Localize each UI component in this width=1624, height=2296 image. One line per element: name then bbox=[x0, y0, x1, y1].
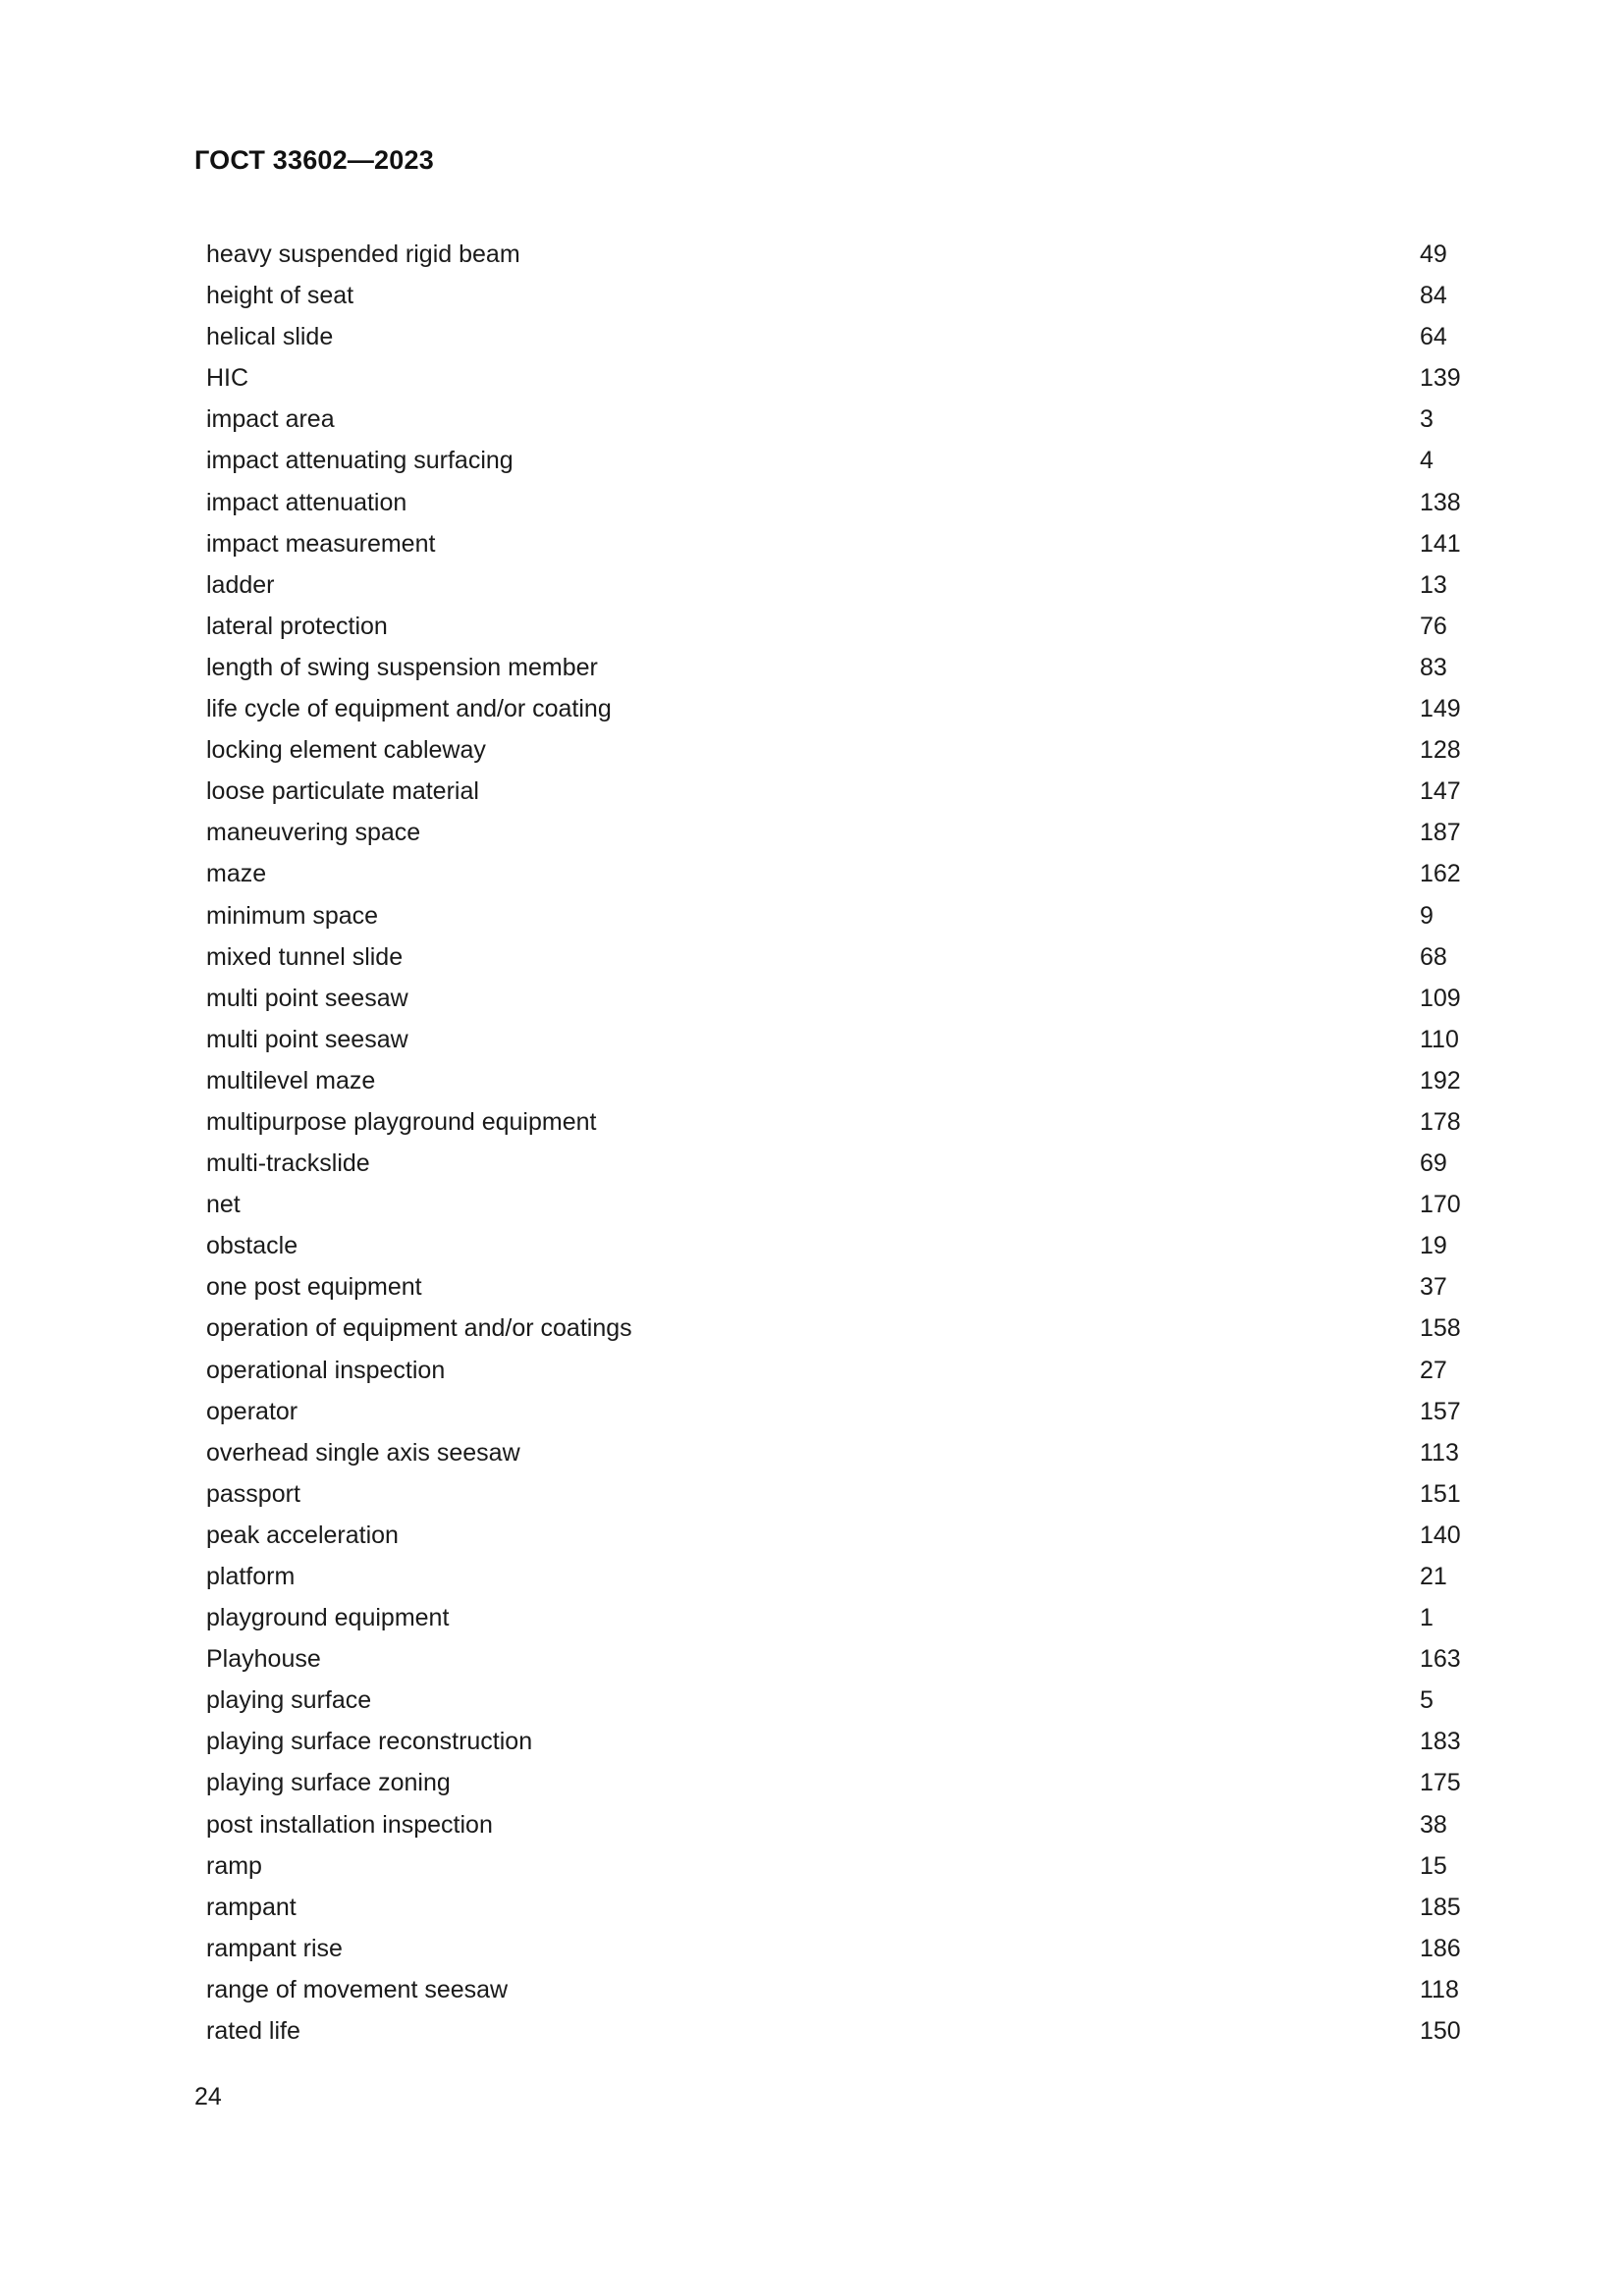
index-term-number: 84 bbox=[1420, 282, 1447, 310]
index-term: playground equipment bbox=[206, 1604, 450, 1632]
index-term-number: 157 bbox=[1420, 1397, 1461, 1425]
index-entry bbox=[206, 895, 1473, 936]
index-term: impact attenuation bbox=[206, 488, 407, 516]
index-term: maneuvering space bbox=[206, 819, 421, 847]
index-term-number: 163 bbox=[1420, 1645, 1461, 1674]
index-entry bbox=[206, 234, 1473, 275]
index-term: multi point seesaw bbox=[206, 1025, 408, 1053]
index-term: passport bbox=[206, 1479, 300, 1508]
alphabetical-index-list bbox=[206, 234, 1473, 2052]
index-term-number: 158 bbox=[1420, 1314, 1461, 1343]
index-term: playing surface zoning bbox=[206, 1769, 451, 1797]
index-term: loose particulate material bbox=[206, 777, 479, 806]
index-entry bbox=[206, 1143, 1473, 1184]
index-term-number: 3 bbox=[1420, 405, 1434, 434]
index-term-number: 187 bbox=[1420, 819, 1461, 847]
index-term-number: 186 bbox=[1420, 1934, 1461, 1962]
index-term-number: 150 bbox=[1420, 2017, 1461, 2046]
index-entry bbox=[206, 1845, 1473, 1887]
index-entry bbox=[206, 1887, 1473, 1928]
index-entry bbox=[206, 1680, 1473, 1721]
index-term-number: 38 bbox=[1420, 1810, 1447, 1839]
index-entry bbox=[206, 812, 1473, 853]
index-entry bbox=[206, 1101, 1473, 1143]
index-term: impact measurement bbox=[206, 529, 436, 558]
index-term: ladder bbox=[206, 570, 275, 599]
index-term-number: 13 bbox=[1420, 570, 1447, 599]
index-term-number: 27 bbox=[1420, 1356, 1447, 1384]
page-number: 24 bbox=[194, 2083, 222, 2110]
index-term: height of seat bbox=[206, 282, 354, 310]
document-standard-header: ГОСТ 33602—2023 bbox=[194, 145, 434, 175]
index-entry bbox=[206, 523, 1473, 564]
index-entry bbox=[206, 1556, 1473, 1597]
index-term: operation of equipment and/or coatings bbox=[206, 1314, 632, 1343]
index-term-number: 19 bbox=[1420, 1232, 1447, 1260]
index-term: impact area bbox=[206, 405, 335, 434]
index-term-number: 113 bbox=[1420, 1438, 1459, 1467]
index-term: minimum space bbox=[206, 901, 379, 930]
index-term: mixed tunnel slide bbox=[206, 942, 404, 971]
index-entry bbox=[206, 1225, 1473, 1266]
index-term: obstacle bbox=[206, 1232, 298, 1260]
index-term: platform bbox=[206, 1563, 296, 1590]
index-entry bbox=[206, 1804, 1473, 1845]
index-term: helical slide bbox=[206, 323, 334, 351]
index-term: playing surface reconstruction bbox=[206, 1728, 533, 1756]
index-term: overhead single axis seesaw bbox=[206, 1438, 520, 1467]
index-entry bbox=[206, 482, 1473, 523]
index-term-number: 9 bbox=[1420, 901, 1434, 930]
index-term: multi point seesaw bbox=[206, 984, 408, 1012]
index-entry bbox=[206, 1928, 1473, 1969]
index-term: multipurpose playground equipment bbox=[206, 1107, 597, 1136]
index-term-number: 162 bbox=[1420, 860, 1461, 888]
index-term-number: 37 bbox=[1420, 1273, 1447, 1302]
index-term: life cycle of equipment and/or coating bbox=[206, 695, 612, 723]
index-entry bbox=[206, 1391, 1473, 1432]
index-term: net bbox=[206, 1191, 241, 1219]
index-entry bbox=[206, 1638, 1473, 1680]
index-term-number: 140 bbox=[1420, 1521, 1461, 1549]
index-entry bbox=[206, 729, 1473, 771]
index-term-number: 110 bbox=[1420, 1025, 1459, 1053]
index-entry bbox=[206, 647, 1473, 688]
index-term-number: 149 bbox=[1420, 695, 1461, 723]
index-term-number: 76 bbox=[1420, 612, 1447, 640]
index-term-number: 138 bbox=[1420, 488, 1461, 516]
index-entry bbox=[206, 1060, 1473, 1101]
index-entry bbox=[206, 1308, 1473, 1349]
index-term-number: 141 bbox=[1420, 529, 1461, 558]
index-term: Playhouse bbox=[206, 1645, 321, 1674]
index-term: operational inspection bbox=[206, 1356, 446, 1384]
index-term: post installation inspection bbox=[206, 1810, 493, 1839]
index-term: maze bbox=[206, 860, 267, 888]
index-entry bbox=[206, 936, 1473, 978]
index-entry bbox=[206, 1473, 1473, 1515]
index-entry bbox=[206, 688, 1473, 729]
index-term-number: 109 bbox=[1420, 984, 1461, 1012]
index-entry bbox=[206, 1762, 1473, 1803]
index-entry bbox=[206, 1350, 1473, 1391]
index-term: peak acceleration bbox=[206, 1521, 399, 1549]
index-term-number: 175 bbox=[1420, 1769, 1461, 1797]
index-term-number: 68 bbox=[1420, 942, 1447, 971]
index-entry bbox=[206, 1721, 1473, 1762]
index-term-number: 118 bbox=[1420, 1975, 1459, 2003]
index-term-number: 192 bbox=[1420, 1066, 1461, 1095]
index-entry bbox=[206, 275, 1473, 316]
index-term-number: 147 bbox=[1420, 777, 1461, 806]
index-term-number: 69 bbox=[1420, 1149, 1447, 1178]
index-entry bbox=[206, 1184, 1473, 1225]
index-entry bbox=[206, 1266, 1473, 1308]
index-entry bbox=[206, 357, 1473, 399]
index-entry bbox=[206, 316, 1473, 357]
index-term: lateral protection bbox=[206, 612, 388, 640]
index-entry bbox=[206, 978, 1473, 1019]
index-term: HIC bbox=[206, 364, 249, 393]
index-term-number: 64 bbox=[1420, 323, 1447, 351]
index-term: locking element cableway bbox=[206, 736, 486, 765]
index-term-number: 178 bbox=[1420, 1107, 1461, 1136]
index-term: range of movement seesaw bbox=[206, 1975, 509, 2003]
index-term: playing surface bbox=[206, 1686, 372, 1715]
index-entry bbox=[206, 1515, 1473, 1556]
index-entry bbox=[206, 399, 1473, 440]
index-term-number: 185 bbox=[1420, 1893, 1461, 1921]
index-term-number: 21 bbox=[1420, 1563, 1447, 1590]
index-entry bbox=[206, 1432, 1473, 1473]
index-term-number: 1 bbox=[1420, 1604, 1434, 1632]
index-term-number: 128 bbox=[1420, 736, 1461, 765]
index-entry bbox=[206, 1969, 1473, 2010]
index-term-number: 183 bbox=[1420, 1728, 1461, 1756]
index-entry bbox=[206, 440, 1473, 481]
index-entry bbox=[206, 564, 1473, 606]
index-entry bbox=[206, 1597, 1473, 1638]
index-term-number: 4 bbox=[1420, 447, 1434, 475]
index-term: impact attenuating surfacing bbox=[206, 447, 514, 475]
index-term: rated life bbox=[206, 2017, 300, 2046]
index-term: heavy suspended rigid beam bbox=[206, 240, 520, 268]
index-term-number: 49 bbox=[1420, 240, 1447, 268]
index-term: ramp bbox=[206, 1851, 262, 1880]
index-entry bbox=[206, 1019, 1473, 1060]
index-term-number: 83 bbox=[1420, 653, 1447, 681]
index-term-number: 170 bbox=[1420, 1191, 1461, 1219]
index-term: operator bbox=[206, 1397, 298, 1425]
index-term: multilevel maze bbox=[206, 1066, 376, 1095]
index-entry bbox=[206, 771, 1473, 812]
index-term-number: 139 bbox=[1420, 364, 1461, 393]
index-entry bbox=[206, 853, 1473, 894]
index-term: length of swing suspension member bbox=[206, 653, 598, 681]
index-entry bbox=[206, 606, 1473, 647]
index-term: rampant rise bbox=[206, 1934, 343, 1962]
index-term: rampant bbox=[206, 1893, 297, 1921]
index-term-number: 151 bbox=[1420, 1479, 1461, 1508]
index-term: one post equipment bbox=[206, 1273, 422, 1302]
index-term: multi-trackslide bbox=[206, 1149, 370, 1178]
index-entry bbox=[206, 2010, 1473, 2052]
index-term-number: 5 bbox=[1420, 1686, 1434, 1715]
index-term-number: 15 bbox=[1420, 1851, 1447, 1880]
